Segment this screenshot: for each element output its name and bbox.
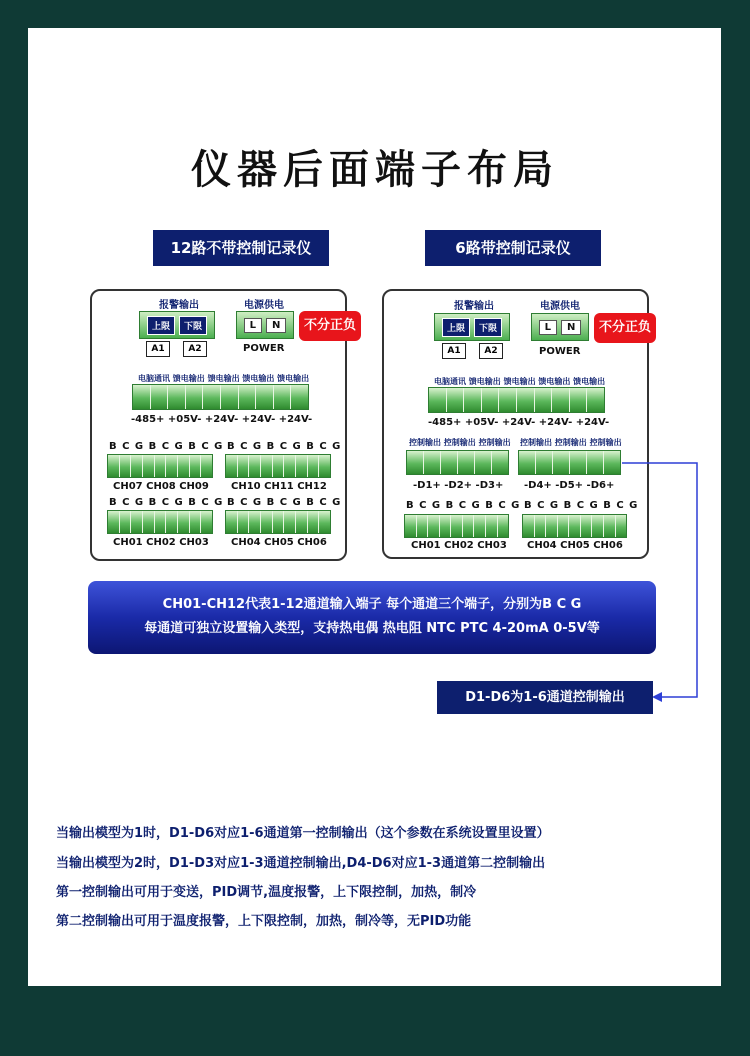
left-panel-header: 12路不带控制记录仪 xyxy=(153,230,329,266)
d-output-note: D1-D6为1-6通道控制输出 xyxy=(437,681,653,714)
ch07-09-terminal xyxy=(107,454,213,478)
power-terminal-2 xyxy=(531,313,589,341)
power-terminal xyxy=(236,311,294,339)
ctrl-labels-2: 控制输出 控制输出 控制输出 xyxy=(520,438,622,447)
alarm-output-label-2: 报警输出 xyxy=(454,301,494,312)
power-text: POWER xyxy=(243,343,285,354)
bcg-label-4: B C G B C G B C G xyxy=(227,497,342,508)
polarity-badge: 不分正负 xyxy=(299,311,361,341)
upper-limit-tag: 上限 xyxy=(147,316,175,335)
note-1: 当输出模型为1时，D1-D6对应1-6通道第一控制输出（这个参数在系统设置里设置） xyxy=(56,826,550,841)
d1-d3-terminal xyxy=(406,450,509,475)
d4-d6-terminal xyxy=(518,450,621,475)
ch10-12-terminal xyxy=(225,454,331,478)
connector-arrow xyxy=(620,455,710,705)
power-supply-label: 电源供电 xyxy=(244,300,284,311)
banner-line-2: 每通道可独立设置输入类型，支持热电偶 热电阻 NTC PTC 4-20mA 0-5V等 xyxy=(144,621,600,636)
port-labels-2: 电脑通讯 馈电输出 馈电输出 馈电输出 馈电输出 xyxy=(434,377,606,386)
banner-line-1: CH01-CH12代表1-12通道输入端子 每个通道三个端子，分别为B C G xyxy=(162,597,582,612)
l-tag-2: L xyxy=(539,320,557,335)
power-text-2: POWER xyxy=(539,346,581,357)
alarm-terminal-2 xyxy=(434,313,510,341)
port-values-2: -485+ +05V- +24V- +24V- +24V- xyxy=(428,417,610,428)
comm-power-terminal xyxy=(132,384,309,410)
bcg-label-6: B C G B C G B C G xyxy=(524,500,639,511)
channel-info-banner xyxy=(88,581,656,654)
ch04-06-label-2: CH04 CH05 CH06 xyxy=(527,540,623,551)
ch07-09-label: CH07 CH08 CH09 xyxy=(113,481,209,492)
bcg-label-5: B C G B C G B C G xyxy=(406,500,521,511)
l-tag: L xyxy=(244,318,262,333)
bcg-label-1: B C G B C G B C G xyxy=(109,441,224,452)
ch04-06-terminal xyxy=(225,510,331,534)
alarm-output-label: 报警输出 xyxy=(159,300,199,311)
n-tag: N xyxy=(266,318,286,333)
d1-d3-label: -D1+ -D2+ -D3+ xyxy=(413,480,504,491)
comm-power-terminal-2 xyxy=(428,387,605,413)
bcg-label-2: B C G B C G B C G xyxy=(227,441,342,452)
ch01-03-terminal-2 xyxy=(404,514,509,538)
n-tag-2: N xyxy=(561,320,581,335)
d4-d6-label: -D4+ -D5+ -D6+ xyxy=(524,480,615,491)
note-4: 第二控制输出可用于温度报警，上下限控制，加热，制冷等，无PID功能 xyxy=(56,914,472,929)
a2-tag: A2 xyxy=(183,341,207,357)
note-2: 当输出模型为2时，D1-D3对应1-3通道控制输出,D4-D6对应1-3通道第二控制输出 xyxy=(56,856,546,871)
ch04-06-terminal-2 xyxy=(522,514,627,538)
power-supply-label-2: 电源供电 xyxy=(540,301,580,312)
alarm-terminal xyxy=(139,311,215,339)
right-panel-header: 6路带控制记录仪 xyxy=(425,230,601,266)
bcg-label-3: B C G B C G B C G xyxy=(109,497,224,508)
upper-limit-tag-2: 上限 xyxy=(442,318,470,337)
polarity-badge-2: 不分正负 xyxy=(594,313,656,343)
ctrl-labels-1: 控制输出 控制输出 控制输出 xyxy=(409,438,511,447)
ch01-03-label-2: CH01 CH02 CH03 xyxy=(411,540,507,551)
ch04-06-label: CH04 CH05 CH06 xyxy=(231,537,327,548)
note-3: 第一控制输出可用于变送，PID调节,温度报警，上下限控制，加热，制冷 xyxy=(56,885,477,900)
ch01-03-label: CH01 CH02 CH03 xyxy=(113,537,209,548)
a2-tag-2: A2 xyxy=(479,343,503,359)
port-values: -485+ +05V- +24V- +24V- +24V- xyxy=(131,414,313,425)
lower-limit-tag: 下限 xyxy=(179,316,207,335)
lower-limit-tag-2: 下限 xyxy=(474,318,502,337)
a1-tag: A1 xyxy=(146,341,170,357)
ch10-12-label: CH10 CH11 CH12 xyxy=(231,481,327,492)
port-labels: 电脑通讯 馈电输出 馈电输出 馈电输出 馈电输出 xyxy=(138,374,310,383)
a1-tag-2: A1 xyxy=(442,343,466,359)
page-title: 仪器后面端子布局 xyxy=(191,147,559,193)
ch01-03-terminal xyxy=(107,510,213,534)
